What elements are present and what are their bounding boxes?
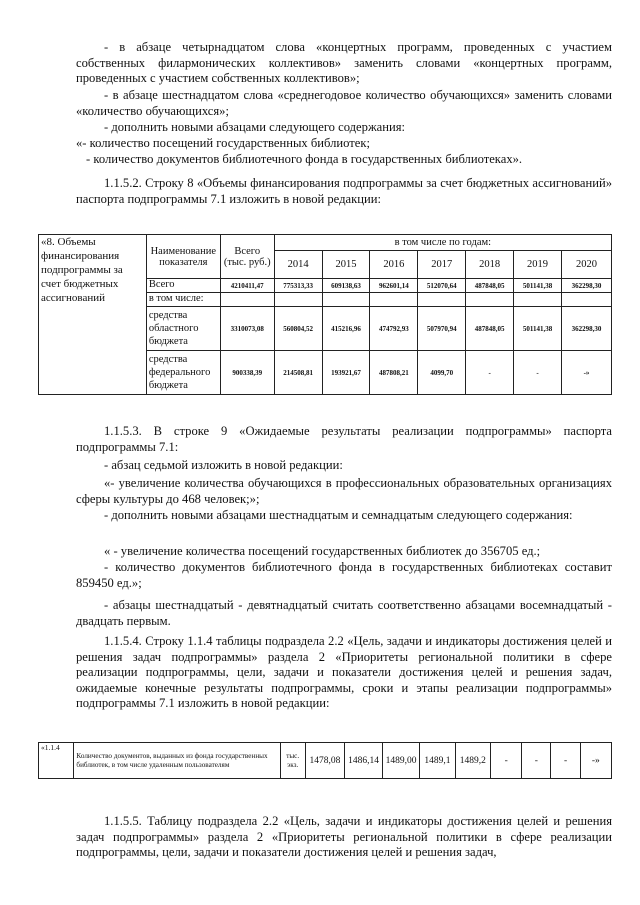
header-year: 2016 bbox=[370, 251, 418, 279]
header-year: 2017 bbox=[418, 251, 466, 279]
row-value bbox=[370, 293, 418, 307]
row-name: средства федерального бюджета bbox=[146, 351, 220, 395]
row-value: 415216,96 bbox=[322, 307, 370, 351]
paragraph-7: 1.1.5.3. В строке 9 «Ожидаемые результаты реализации подпрограммы» паспорта подпрограммы 7.1: bbox=[76, 424, 612, 454]
header-years-group: в том числе по годам: bbox=[274, 235, 611, 251]
indicator-value: -» bbox=[580, 743, 611, 779]
row-value bbox=[466, 293, 514, 307]
row-total: 900338,39 bbox=[220, 351, 274, 395]
row-value: 193921,67 bbox=[322, 351, 370, 395]
paragraph-2: - в абзаце шестнадцатом слова «среднегодовое количество обучающихся» заменить словами «количество обучающихся»; bbox=[76, 88, 612, 118]
paragraph-6: 1.1.5.2. Строку 8 «Объемы финансирования подпрограммы за счет бюджетных ассигнований» паспорта подпрограммы 7.1 изложить в новой редакции: bbox=[76, 176, 612, 206]
row-value: 362298,30 bbox=[562, 279, 612, 293]
row-total bbox=[220, 293, 274, 307]
indicator-value: 1486,14 bbox=[345, 743, 383, 779]
row-total: 3310073,08 bbox=[220, 307, 274, 351]
indicator-name: Количество документов, выданных из фонда государственных библиотек, в том числе удаленным пользователям bbox=[74, 743, 280, 779]
header-year: 2014 bbox=[274, 251, 322, 279]
row-value: 487848,05 bbox=[466, 279, 514, 293]
paragraph-10: - дополнить новыми абзацами шестнадцатым и семнадцатым следующего содержания: bbox=[104, 508, 573, 522]
row-value: 487848,05 bbox=[466, 307, 514, 351]
indicator-unit: тыс. экз. bbox=[280, 743, 305, 779]
row-value: 560804,52 bbox=[274, 307, 322, 351]
row-value bbox=[418, 293, 466, 307]
header-year: 2015 bbox=[322, 251, 370, 279]
row-value: 507970,94 bbox=[418, 307, 466, 351]
indicator-value: 1478,08 bbox=[305, 743, 345, 779]
paragraph-3: - дополнить новыми абзацами следующего содержания: bbox=[104, 120, 406, 134]
row-value: 501141,38 bbox=[514, 279, 562, 293]
row-value bbox=[562, 293, 612, 307]
row-value: - bbox=[466, 351, 514, 395]
indicator-value: - bbox=[491, 743, 522, 779]
row-value bbox=[274, 293, 322, 307]
paragraph-5: - количество документов библиотечного фонда в государственных библиотеках». bbox=[86, 152, 523, 166]
financing-row-label: «8. Объемы финансирования подпрограммы за счет бюджетных ассигнований bbox=[39, 235, 147, 395]
row-value: 362298,30 bbox=[562, 307, 612, 351]
row-value: 214508,81 bbox=[274, 351, 322, 395]
financing-table bbox=[38, 234, 612, 395]
paragraph-15: 1.1.5.5. Таблицу подраздела 2.2 «Цель, задачи и индикаторы достижения целей и решения задач подпрограммы» раздела 2 «Приоритеты региональной политики в сфере реализации подпрограммы, цели, задачи и показатели достижения целей и решения задач, bbox=[76, 814, 612, 860]
indicator-code: «1.1.4 bbox=[39, 743, 74, 779]
row-value: -» bbox=[562, 351, 612, 395]
indicator-value: - bbox=[551, 743, 580, 779]
row-value bbox=[514, 293, 562, 307]
row-value: 501141,38 bbox=[514, 307, 562, 351]
row-value: 609138,63 bbox=[322, 279, 370, 293]
indicator-value: 1489,1 bbox=[420, 743, 455, 779]
table-row bbox=[39, 743, 612, 779]
row-value: 775313,33 bbox=[274, 279, 322, 293]
row-value bbox=[322, 293, 370, 307]
row-name: в том числе: bbox=[146, 293, 220, 307]
header-year: 2019 bbox=[514, 251, 562, 279]
header-year: 2020 bbox=[562, 251, 612, 279]
indicator-value: - bbox=[522, 743, 551, 779]
row-value: 487808,21 bbox=[370, 351, 418, 395]
paragraph-4: «- количество посещений государственных библиотек; bbox=[76, 136, 370, 150]
header-total: Всего (тыс. руб.) bbox=[220, 235, 274, 279]
paragraph-8: - абзац седьмой изложить в новой редакции: bbox=[104, 458, 343, 472]
paragraph-9: «- увеличение количества обучающихся в профессиональных образовательных организациях сферы культуры до 468 человек;»; bbox=[76, 476, 612, 506]
row-value: 474792,93 bbox=[370, 307, 418, 351]
row-value: 512070,64 bbox=[418, 279, 466, 293]
row-value: 962601,14 bbox=[370, 279, 418, 293]
header-indicator-name: Наименование показателя bbox=[146, 235, 220, 279]
indicator-value: 1489,2 bbox=[455, 743, 490, 779]
paragraph-11: « - увеличение количества посещений государственных библиотек до 356705 ед.; bbox=[104, 544, 541, 558]
row-value: - bbox=[514, 351, 562, 395]
indicator-value: 1489,00 bbox=[382, 743, 420, 779]
indicator-table bbox=[38, 742, 612, 779]
paragraph-12: - количество документов библиотечного фонда в государственных библиотеках составит 859450 ед.»; bbox=[76, 560, 612, 590]
paragraph-14: 1.1.5.4. Строку 1.1.4 таблицы подраздела 2.2 «Цель, задачи и индикаторы достижения целей и решения задач подпрограммы» раздела 2 «Приоритеты региональной политики в сфере реализации подпрограммы, цели, задачи и показатели достижения целей и решения задач, ожидаемые конечные результаты подпрограммы, сроки и этапы реализации подпрограммы» подпрограммы 7.1 изложить в новой редакции: bbox=[76, 634, 612, 711]
paragraph-1: - в абзаце четырнадцатом слова «концертных программ, проведенных с участием собственных филармонических коллективов» заменить словами «концертных программ, проведенных с участием собственных коллективов»; bbox=[76, 40, 612, 86]
paragraph-13: - абзацы шестнадцатый - девятнадцатый считать соответственно абзацами восемнадцатый - двадцать первым. bbox=[76, 598, 612, 628]
row-name: Всего bbox=[146, 279, 220, 293]
row-name: средства областного бюджета bbox=[146, 307, 220, 351]
row-value: 4099,70 bbox=[418, 351, 466, 395]
row-total: 4210411,47 bbox=[220, 279, 274, 293]
header-year: 2018 bbox=[466, 251, 514, 279]
